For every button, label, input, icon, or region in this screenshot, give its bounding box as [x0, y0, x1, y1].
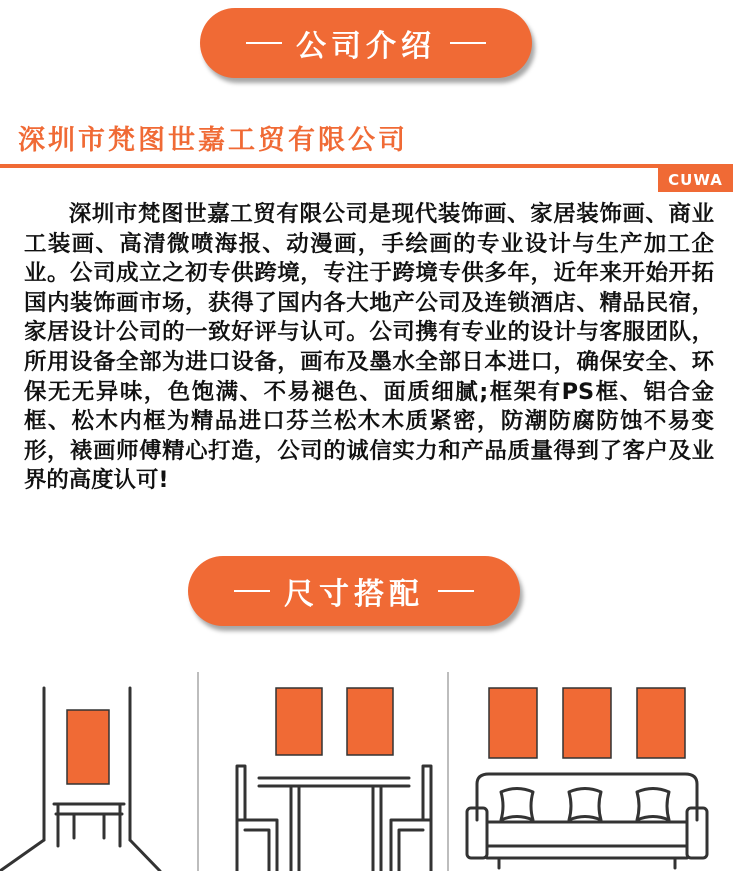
right-chair — [391, 766, 431, 871]
wall-frame — [67, 710, 109, 784]
company-intro-paragraph: 深圳市梵图世嘉工贸有限公司是现代装饰画、家居装饰画、商业工装画、高清微喷海报、动漫画，手绘画的专业设计与生产加工企业。公司成立之初专供跨境，专注于跨境专供多年，近年来开始开拓国内装饰画市场，获得了国内各大地产公司及连锁酒店、精品民宿，家居设计公司的一致好评与认可。公司携有专业的设计与客服团队，所用设备全部为进口设备，画布及墨水全部日本进口，确保安全、环保无无异味，色饱满、不易褪色、面质细腻;框架有PS框、铝合金框、松木内框为精品进口芬兰松木木质紧密，防潮防腐防蚀不易变形，裱画师傅精心打造，公司的诚信实力和产品质量得到了客户及业界的高度认可! — [24, 201, 714, 494]
header-dash-left — [246, 42, 282, 44]
cushion — [569, 789, 601, 821]
sofa-back — [477, 774, 697, 820]
header-dash-left — [234, 590, 270, 592]
wall-frame — [489, 688, 537, 758]
wall-frame — [276, 688, 322, 755]
brand-tag: CUWA — [658, 168, 733, 192]
dining-two-frames-illustration — [199, 670, 445, 871]
floor-right-line — [130, 840, 160, 871]
heading-underline — [0, 164, 733, 168]
section-header-company-intro — [200, 8, 532, 78]
section-header-size-matching — [188, 556, 520, 626]
sofa-three-frames-illustration — [449, 670, 750, 871]
company-name-heading: 深圳市梵图世嘉工贸有限公司 — [18, 125, 408, 156]
floor-left-line — [0, 840, 44, 871]
wall-frame — [347, 688, 393, 755]
cushion — [501, 789, 533, 821]
wall-frame — [563, 688, 611, 758]
section-title: 尺寸搭配 — [284, 577, 424, 612]
header-dash-right — [438, 590, 474, 592]
hallway-single-frame-illustration — [0, 670, 195, 871]
left-chair — [237, 766, 277, 871]
cushion — [637, 789, 669, 821]
header-dash-right — [450, 42, 486, 44]
section-title: 公司介绍 — [296, 29, 436, 64]
wall-frame — [637, 688, 685, 758]
